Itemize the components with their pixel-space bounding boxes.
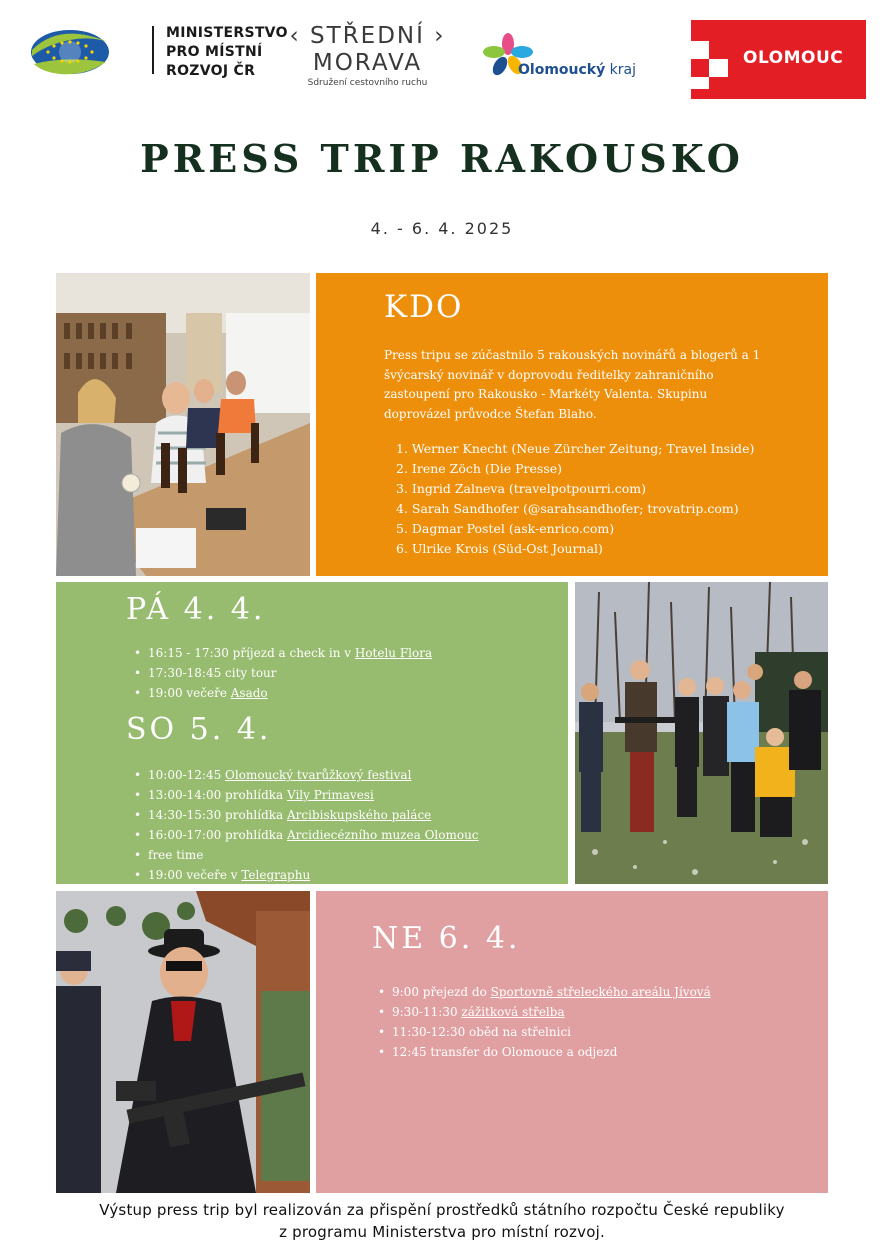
sunday-panel bbox=[316, 891, 828, 1193]
schedule-text: 9:30-11:30 bbox=[392, 1005, 462, 1019]
mmr-logo-text bbox=[166, 24, 288, 81]
archbishop-palace-link[interactable]: Arcibiskupského paláce bbox=[287, 808, 432, 822]
olomoucky-kraj-text bbox=[518, 62, 636, 78]
schedule-text: free time bbox=[148, 848, 204, 862]
mmr-line-2: PRO MÍSTNÍ bbox=[166, 44, 263, 60]
olomoucky-kraj-logo bbox=[482, 32, 657, 84]
schedule-item bbox=[134, 845, 479, 865]
footer-line-2: z programu Ministerstva pro místní rozvoj. bbox=[279, 1223, 605, 1241]
sunday-schedule bbox=[378, 982, 711, 1062]
list-item: 3. Ingrid Zalneva (travelpotpourri.com) bbox=[396, 481, 646, 496]
olomoucky-kraj-bold: Olomoucký bbox=[518, 62, 606, 78]
schedule-text: 19:00 večeře v bbox=[148, 868, 242, 882]
olomouc-logo-text: OLOMOUC bbox=[743, 48, 844, 68]
schedule-text: 16:00-17:00 prohlídka bbox=[148, 828, 288, 842]
asado-link[interactable]: Asado bbox=[230, 686, 268, 700]
stredni-morava-line-1: ‹ STŘEDNÍ › bbox=[289, 23, 446, 49]
mmr-logo bbox=[30, 24, 288, 84]
list-item: 5. Dagmar Postel (ask-enrico.com) bbox=[396, 521, 615, 536]
participants-list bbox=[396, 439, 754, 559]
list-item: 6. Ulrike Krois (Süd-Ost Journal) bbox=[396, 541, 603, 556]
list-item: 1. Werner Knecht (Neue Zürcher Zeitung; Travel Inside) bbox=[396, 441, 755, 456]
schedule-item bbox=[134, 683, 432, 703]
friday-schedule bbox=[134, 643, 432, 703]
friday-saturday-panel bbox=[56, 582, 568, 884]
logo-divider bbox=[152, 26, 154, 74]
olomoucky-kraj-rest: kraj bbox=[605, 62, 637, 78]
saturday-schedule bbox=[134, 765, 479, 884]
schedule-text: 11:30-12:30 oběd na střelnici bbox=[392, 1025, 572, 1039]
telegraph-link[interactable]: Telegraphu bbox=[241, 868, 311, 882]
schedule-text: 19:00 večeře bbox=[148, 686, 231, 700]
schedule-text: 13:00-14:00 prohlídka bbox=[148, 788, 288, 802]
shooting-photo bbox=[56, 891, 310, 1193]
experience-shooting-link[interactable]: zážitková střelba bbox=[461, 1005, 565, 1019]
schedule-text: 10:00-12:45 bbox=[148, 768, 226, 782]
schedule-item bbox=[134, 785, 479, 805]
schedule-text: 16:15 - 17:30 příjezd a check in v bbox=[148, 646, 355, 660]
schedule-text: 9:00 přejezd do bbox=[392, 985, 491, 999]
saturday-heading: SO 5. 4. bbox=[126, 712, 272, 747]
schedule-text: 12:45 transfer do Olomouce a odjezd bbox=[392, 1045, 618, 1059]
vila-primavesi-link[interactable]: Vily Primavesi bbox=[287, 788, 374, 802]
stredni-morava-line-2: MORAVA bbox=[312, 50, 423, 76]
schedule-item bbox=[134, 643, 432, 663]
group-photo bbox=[575, 582, 828, 884]
schedule-item bbox=[378, 1022, 711, 1042]
page-title: PRESS TRIP RAKOUSKO bbox=[140, 136, 744, 181]
shooting-range-link[interactable]: Sportovně střeleckého areálu Jívová bbox=[490, 985, 711, 999]
list-item: 2. Irene Zöch (Die Presse) bbox=[396, 461, 563, 476]
olomouc-checker-icon bbox=[691, 20, 728, 99]
festival-link[interactable]: Olomoucký tvarůžkový festival bbox=[225, 768, 412, 782]
mmr-line-1: MINISTERSTVO bbox=[166, 25, 288, 41]
schedule-item bbox=[134, 765, 479, 785]
schedule-item bbox=[134, 663, 432, 683]
schedule-item bbox=[134, 805, 479, 825]
schedule-item bbox=[378, 982, 711, 1002]
list-item: 4. Sarah Sandhofer (@sarahsandhofer; trovatrip.com) bbox=[396, 501, 739, 516]
kdo-intro: Press tripu se zúčastnilo 5 rakouských novinářů a blogerů a 1 švýcarský novinář v doprovodu ředitelky zahraničního zastoupení pro Rakousko - Markéty Valenta. Skupinu doprovázel průvodce Štefan Blaho. bbox=[384, 348, 761, 421]
mmr-emblem-icon bbox=[30, 26, 110, 76]
trip-dates: 4. - 6. 4. 2025 bbox=[370, 219, 514, 238]
mmr-line-3: ROZVOJ ČR bbox=[166, 63, 256, 79]
olomouc-logo bbox=[691, 20, 866, 99]
schedule-text: 14:30-15:30 prohlídka bbox=[148, 808, 288, 822]
schedule-item bbox=[378, 1042, 711, 1062]
schedule-item bbox=[134, 825, 479, 845]
kdo-heading: KDO bbox=[384, 289, 464, 325]
stredni-morava-logo bbox=[285, 22, 450, 100]
dinner-photo bbox=[56, 273, 310, 576]
footer-line-1: Výstup press trip byl realizován za přispění prostředků státního rozpočtu České republiky bbox=[99, 1201, 785, 1219]
schedule-item bbox=[134, 865, 479, 884]
schedule-item bbox=[378, 1002, 711, 1022]
funding-footer bbox=[0, 1199, 884, 1243]
schedule-text: 17:30-18:45 city tour bbox=[148, 666, 277, 680]
sunday-heading: NE 6. 4. bbox=[372, 921, 521, 956]
museum-link[interactable]: Arcidiecézního muzea Olomouc bbox=[287, 828, 479, 842]
friday-heading: PÁ 4. 4. bbox=[126, 592, 266, 627]
hotel-flora-link[interactable]: Hotelu Flora bbox=[354, 646, 433, 660]
kdo-panel bbox=[316, 273, 828, 576]
stredni-morava-tagline: Sdružení cestovního ruchu bbox=[307, 78, 428, 88]
